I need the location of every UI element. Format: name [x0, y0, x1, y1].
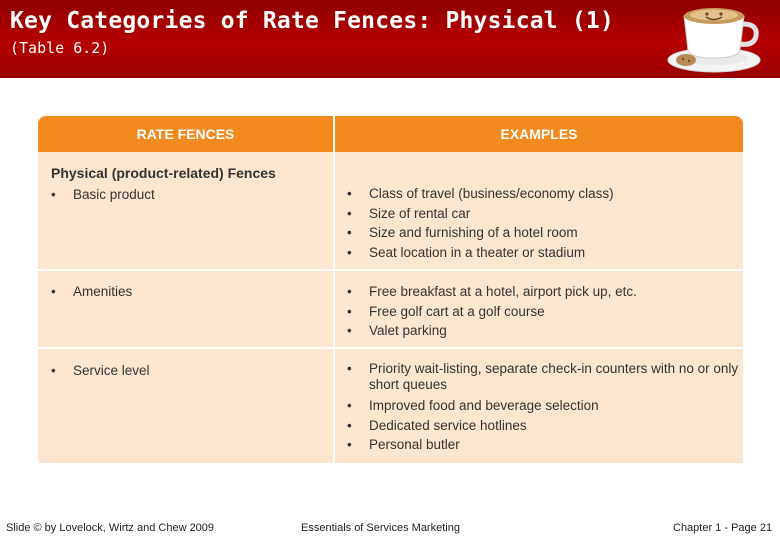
column-divider: [333, 116, 335, 463]
example-item: • Dedicated service hotlines: [347, 416, 739, 436]
fence-item: • Amenities: [51, 282, 326, 302]
slide-title: Key Categories of Rate Fences: Physical (1): [10, 8, 615, 34]
header-rate-fences: RATE FENCES: [38, 116, 333, 152]
example-item: • Free golf cart at a golf course: [347, 302, 739, 322]
example-item: • Valet parking: [347, 321, 739, 341]
title-banner: [0, 0, 780, 78]
coffee-cup-icon: [664, 0, 764, 76]
table-row-fence: [51, 164, 326, 204]
table-row-examples: [347, 361, 739, 455]
example-item: • Free breakfast at a hotel, airport pick up, etc.: [347, 282, 739, 302]
slide-subtitle: (Table 6.2): [10, 39, 110, 57]
footer-course: Essentials of Services Marketing: [301, 522, 460, 534]
example-item: • Class of travel (business/economy class): [347, 184, 739, 204]
fence-item: • Service level: [51, 361, 326, 381]
table-row-fence: [51, 282, 326, 302]
example-item: • Size of rental car: [347, 204, 739, 224]
example-item: • Improved food and beverage selection: [347, 396, 739, 416]
group-title: Physical (product-related) Fences: [51, 165, 276, 181]
footer-page-number: Chapter 1 - Page 21: [673, 522, 773, 534]
example-item: • Seat location in a theater or stadium: [347, 243, 739, 263]
table-row-examples: [347, 184, 739, 262]
table-row-examples: [347, 282, 739, 341]
fence-item: • Basic product: [51, 185, 326, 205]
example-item: • Personal butler: [347, 435, 739, 455]
row-divider: [38, 347, 743, 349]
rate-fences-table: [38, 116, 743, 463]
footer-copyright: Slide © by Lovelock, Wirtz and Chew 2009: [6, 522, 215, 534]
example-item: • Size and furnishing of a hotel room: [347, 223, 739, 243]
example-item: • Priority wait-listing, separate check-in counters with no or only short queues: [347, 361, 739, 392]
table-row-fence: [51, 361, 326, 381]
header-examples: EXAMPLES: [335, 116, 743, 152]
row-divider: [38, 269, 743, 271]
